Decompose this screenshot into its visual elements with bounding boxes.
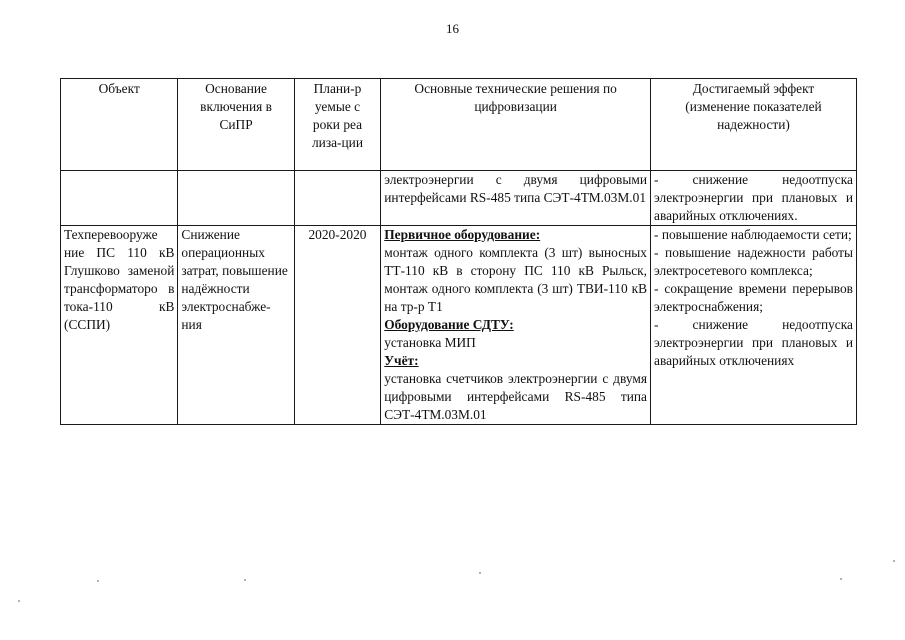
sdtu-equipment-text: установка МИП — [384, 335, 476, 350]
header-dates-text: Плани-руемые сроки реализа-ции — [311, 81, 364, 150]
effect-item: - сокращение времени перерывов электроснабжения; — [654, 281, 853, 314]
page-number: 16 — [446, 21, 459, 36]
primary-equipment-text: монтаж одного комплекта (3 шт) выносных ТТ-110 кВ в сторону ПС 110 кВ Рыльск, монтаж одного комплекта (3 шт) ТВИ-110 кВ на тр-р Т1 — [384, 245, 648, 314]
header-solutions — [381, 79, 651, 171]
primary-equipment-title: Первичное оборудование: — [384, 227, 541, 242]
table-row — [61, 171, 857, 226]
cell-effect — [651, 226, 857, 425]
header-effect — [651, 79, 857, 171]
cell-effect-continued: - снижение недоотпуска электроэнергии при плановых и аварийных отключениях. — [651, 171, 857, 226]
effect-item: - повышение надежности работы электросетевого комплекса; — [654, 245, 853, 278]
metering-text: установка счетчиков электроэнергии с двумя цифровыми интерфейсами RS-485 типа СЭТ-4ТМ.03М.01 — [384, 371, 648, 422]
cell-dates-empty — [294, 171, 380, 226]
header-basis-text: Основание включения в СиПР — [200, 81, 272, 132]
sdtu-equipment-title: Оборудование СДТУ: — [384, 317, 514, 332]
header-dates — [294, 79, 380, 171]
cifrovization-table — [60, 78, 857, 425]
cell-object-empty — [61, 171, 178, 226]
table-row — [61, 226, 857, 425]
cell-basis-empty — [178, 171, 294, 226]
scan-speck — [18, 600, 20, 602]
table-header — [61, 79, 857, 171]
cell-object: Техперевооруже ние ПС 110 кВ Глушково заменой трансформаторо в тока-110 кВ (ССПИ) — [61, 226, 178, 425]
header-basis — [178, 79, 294, 171]
cell-solutions-continued: электроэнергии с двумя цифровыми интерфейсами RS-485 типа СЭТ-4ТМ.03М.01 — [381, 171, 651, 226]
scan-speck — [244, 579, 246, 581]
cell-dates: 2020-2020 — [294, 226, 380, 425]
scan-speck — [840, 578, 842, 580]
table-body — [61, 171, 857, 425]
header-object: Объект — [61, 79, 178, 171]
scan-speck — [479, 572, 481, 574]
cell-basis: Снижение операционных затрат, повышение надёжности электроснабже-ния — [178, 226, 294, 425]
header-effect-text: Достигаемый эффект (изменение показателей надежности) — [685, 81, 822, 132]
cell-solutions — [381, 226, 651, 425]
effect-item: - повышение наблюдаемости сети; — [654, 227, 852, 242]
metering-title: Учёт: — [384, 353, 419, 368]
header-row — [61, 79, 857, 171]
header-solutions-text: Основные технические решения по цифровизации — [414, 81, 617, 114]
scan-speck — [893, 560, 895, 562]
effect-item: - снижение недоотпуска электроэнергии при плановых и аварийных отключениях — [654, 317, 853, 368]
scan-speck — [97, 580, 99, 582]
